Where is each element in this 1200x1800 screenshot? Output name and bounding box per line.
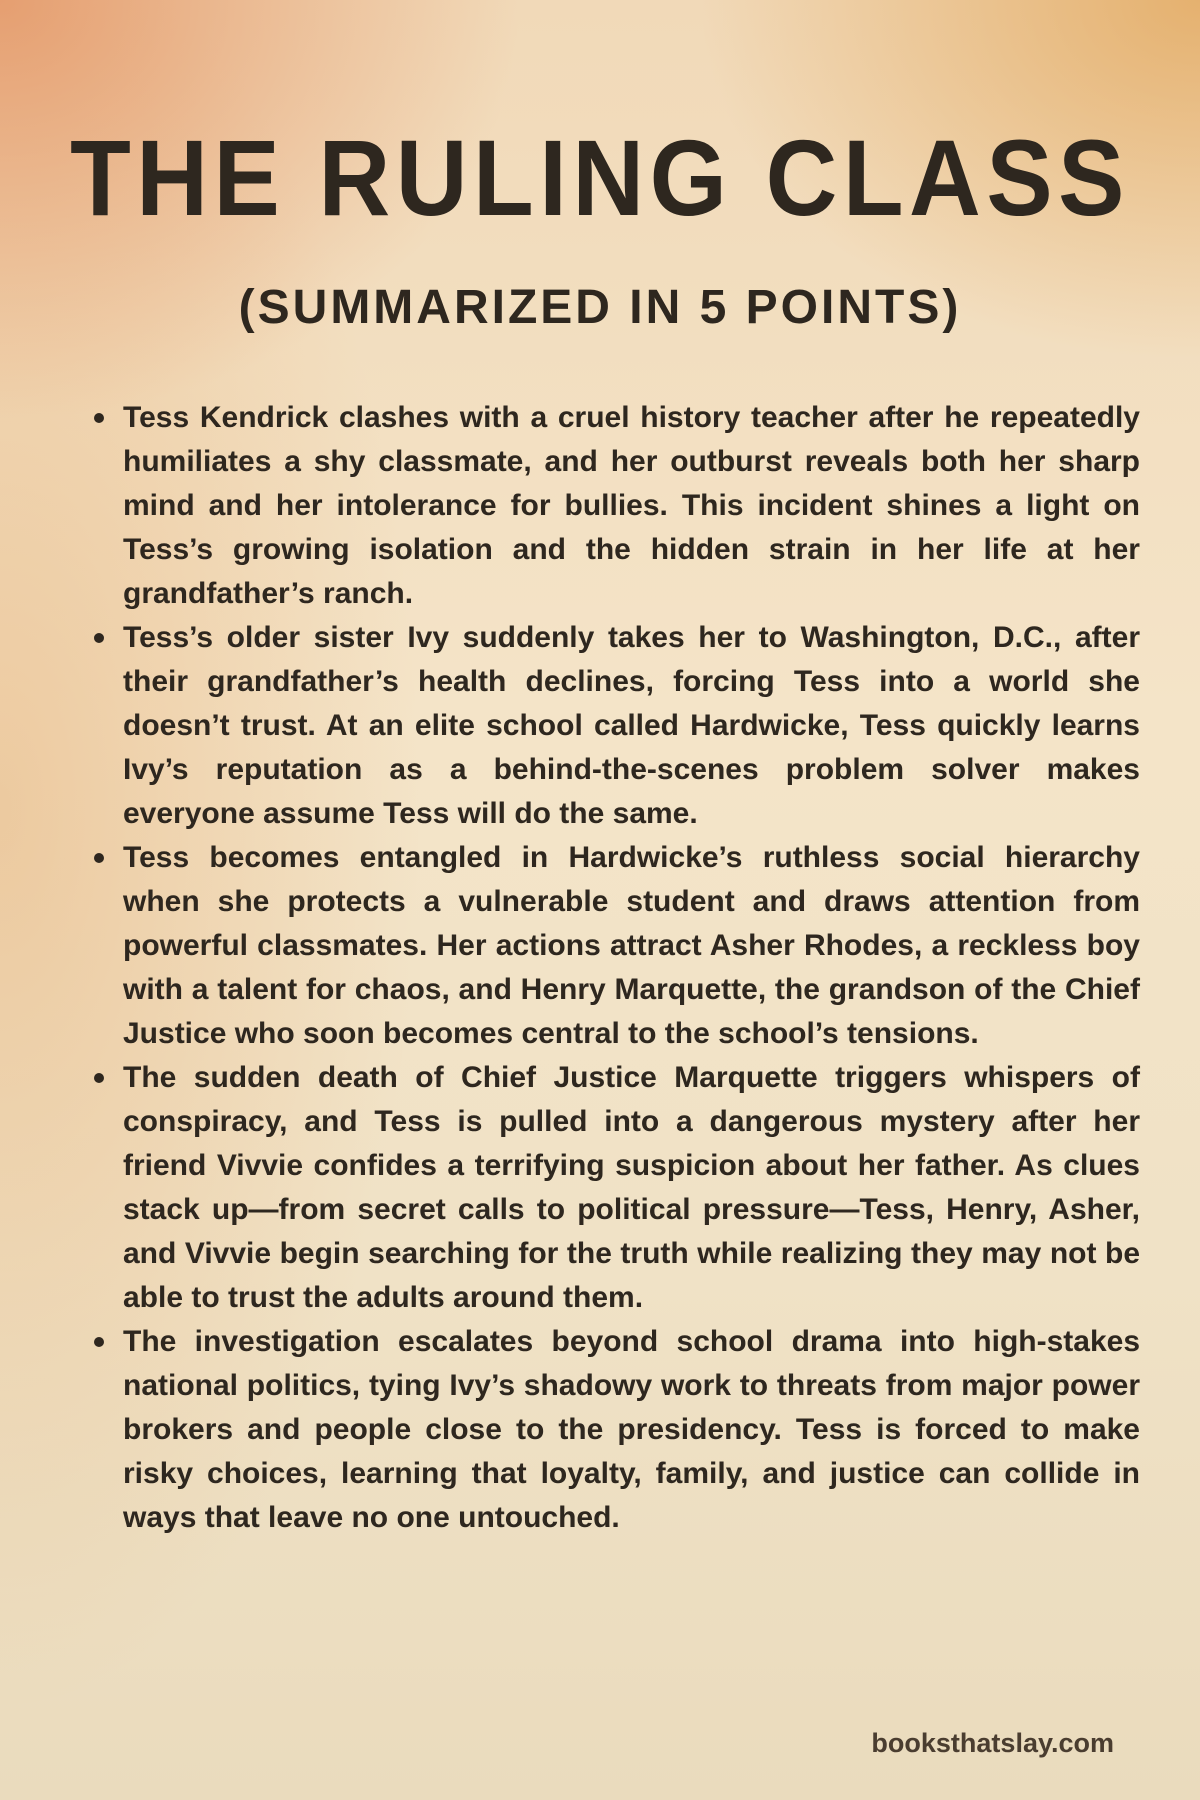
bullet-icon	[94, 1073, 104, 1083]
page-subtitle: (SUMMARIZED IN 5 POINTS)	[238, 281, 962, 334]
bullet-icon	[94, 853, 104, 863]
summary-point-text: Tess Kendrick clashes with a cruel history teacher after he repeatedly humiliates a shy classmate, and her outburst reveals both her sharp mind and her intolerance for bullies. This incident shines a light on Tess’s growing isolation and the hidden strain in her life at her grandfather’s ranch.	[123, 401, 1140, 610]
site-watermark: booksthatslay.com	[871, 1728, 1114, 1758]
summary-point-text: The investigation escalates beyond school drama into high-stakes national politics, tying Ivy’s shadowy work to threats from major power brokers and people close to the presidency. Tess is forced to make risky choices, learning that loyalty, family, and justice can collide in ways that leave no one untouched.	[123, 1325, 1140, 1534]
page-title: THE RULING CLASS	[70, 117, 1130, 238]
summary-point	[90, 396, 1140, 616]
summary-point-text: Tess becomes entangled in Hardwicke’s ruthless social hierarchy when she protects a vulnerable student and draws attention from powerful classmates. Her actions attract Asher Rhodes, a reckless boy with a talent for chaos, and Henry Marquette, the grandson of the Chief Justice who soon becomes central to the school’s tensions.	[123, 841, 1140, 1050]
summary-point-text: The sudden death of Chief Justice Marquette triggers whispers of conspiracy, and Tess is pulled into a dangerous mystery after her friend Vivvie confides a terrifying suspicion about her father. As clues stack up—from secret calls to political pressure—Tess, Henry, Asher, and Vivvie begin searching for the truth while realizing they may not be able to trust the adults around them.	[123, 1061, 1140, 1314]
summary-point	[90, 836, 1140, 1056]
summary-point-text: Tess’s older sister Ivy suddenly takes her to Washington, D.C., after their grandfather’s health declines, forcing Tess into a world she doesn’t trust. At an elite school called Hardwicke, Tess quickly learns Ivy’s reputation as a behind-the-scenes problem solver makes everyone assume Tess will do the same.	[123, 621, 1140, 830]
bullet-icon	[94, 413, 104, 423]
summary-point	[90, 1056, 1140, 1320]
bullet-icon	[94, 633, 104, 643]
summary-point	[90, 1320, 1140, 1540]
bullet-icon	[94, 1337, 104, 1347]
summary-points-list	[90, 396, 1140, 1540]
summary-point	[90, 616, 1140, 836]
